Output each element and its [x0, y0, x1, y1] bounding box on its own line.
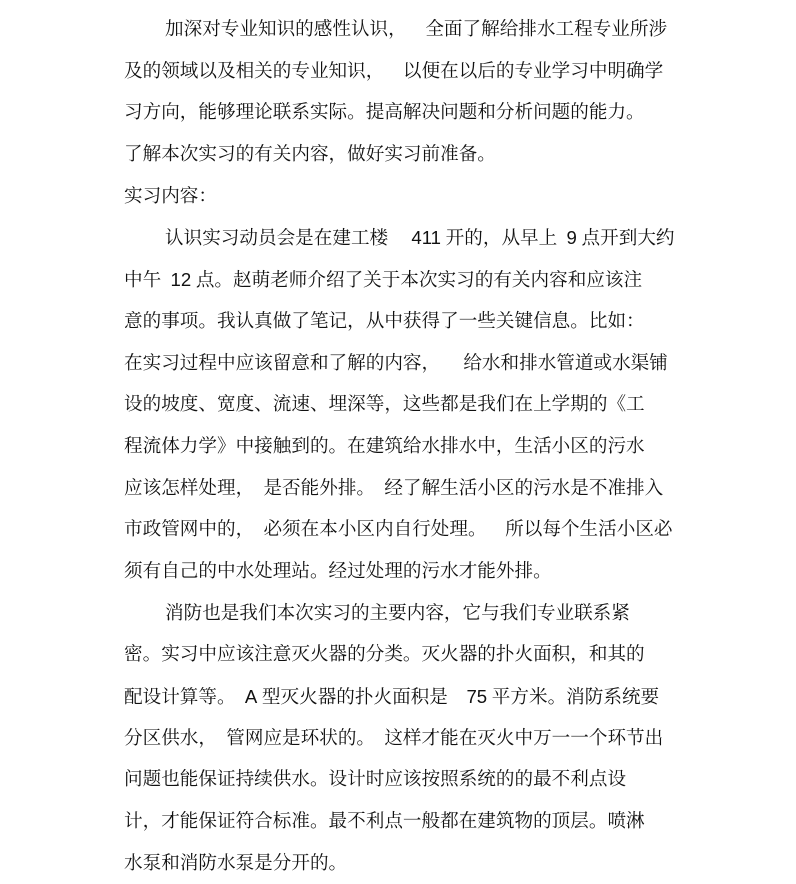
text-line [0, 676, 796, 718]
text-line [0, 551, 796, 593]
text-line [0, 384, 796, 426]
text-line [0, 593, 796, 635]
text-line [0, 134, 796, 176]
text-line [0, 843, 796, 884]
number-run: 12 [170, 269, 192, 291]
text-run: 问题也能保证持续供水。设计时应该按照系统的的最不利点设 [124, 769, 627, 791]
letter-run: A [244, 686, 258, 707]
text-line [0, 801, 796, 843]
text-run: 认识实习动员会是在建工楼 [165, 228, 412, 250]
text-run: 市政管网中的， 必须在本小区内自行处理。 所以每个生活小区必 [124, 519, 673, 541]
text-line [0, 468, 796, 510]
text-run: 程流体力学》中接触到的。在建筑给水排水中，生活小区的污水 [124, 435, 645, 457]
text-line [0, 301, 796, 343]
text-run: 了解本次实习的有关内容，做好实习前准备。 [124, 144, 496, 166]
text-run: 点。赵萌老师介绍了关于本次实习的有关内容和应该注 [191, 270, 643, 292]
text-run: 分区供水， 管网应是环状的。 这样才能在灭火中万一一个环节出 [124, 727, 664, 749]
text-line [0, 343, 796, 385]
text-run: 点开到大约 [576, 228, 675, 250]
text-run: 及的领域以及相关的专业知识， 以便在以后的专业学习中明确学 [124, 60, 664, 82]
number-run: 411 [411, 227, 442, 249]
text-run: 设的坡度、宽度、流速、埋深等，这些都是我们在上学期的《工 [124, 394, 645, 416]
text-run: 配设计算等。 [124, 687, 245, 708]
text-run: 须有自己的中水处理站。经过处理的污水才能外排。 [124, 560, 552, 582]
text-line [0, 259, 796, 301]
text-line [0, 92, 796, 134]
number-run: 75 [466, 686, 488, 707]
text-run: 习方向，能够理论联系实际。提高解决问题和分析问题的能力。 [124, 102, 645, 124]
text-run: 加深对专业知识的感性认识， 全面了解给排水工程专业所涉 [165, 19, 668, 40]
text-line [0, 217, 796, 259]
text-line [0, 509, 796, 551]
text-run: 开的，从早上 [441, 228, 567, 250]
text-run: 密。实习中应该注意灭火器的分类。灭火器的扑火面积，和其的 [124, 644, 645, 666]
text-line [0, 9, 796, 51]
text-run: 水泵和消防水泵是分开的。 [124, 852, 348, 874]
text-line [0, 51, 796, 93]
text-run: 在实习过程中应该留意和了解的内容， 给水和排水管道或水渠铺 [124, 352, 668, 374]
text-run: 实习内容： [124, 185, 217, 207]
text-line [0, 634, 796, 676]
text-line [0, 759, 796, 801]
body-text [0, 9, 796, 884]
text-run: 应该怎样处理， 是否能外排。 经了解生活小区的污水是不准排入 [124, 477, 664, 499]
text-line [0, 718, 796, 760]
text-run: 型灭火器的扑火面积是 [257, 687, 467, 708]
text-run: 消防也是我们本次实习的主要内容，它与我们专业联系紧 [165, 602, 630, 624]
text-run: 计，才能保证符合标准。最不利点一般都在建筑物的顶层。喷淋 [124, 811, 645, 833]
text-run: 中午 [124, 270, 171, 292]
text-line [0, 426, 796, 468]
text-run: 意的事项。我认真做了笔记，从中获得了一些关键信息。比如： [124, 310, 645, 332]
number-run: 9 [566, 227, 577, 249]
text-run: 平方米。消防系统要 [487, 687, 660, 708]
section-heading [0, 176, 796, 218]
